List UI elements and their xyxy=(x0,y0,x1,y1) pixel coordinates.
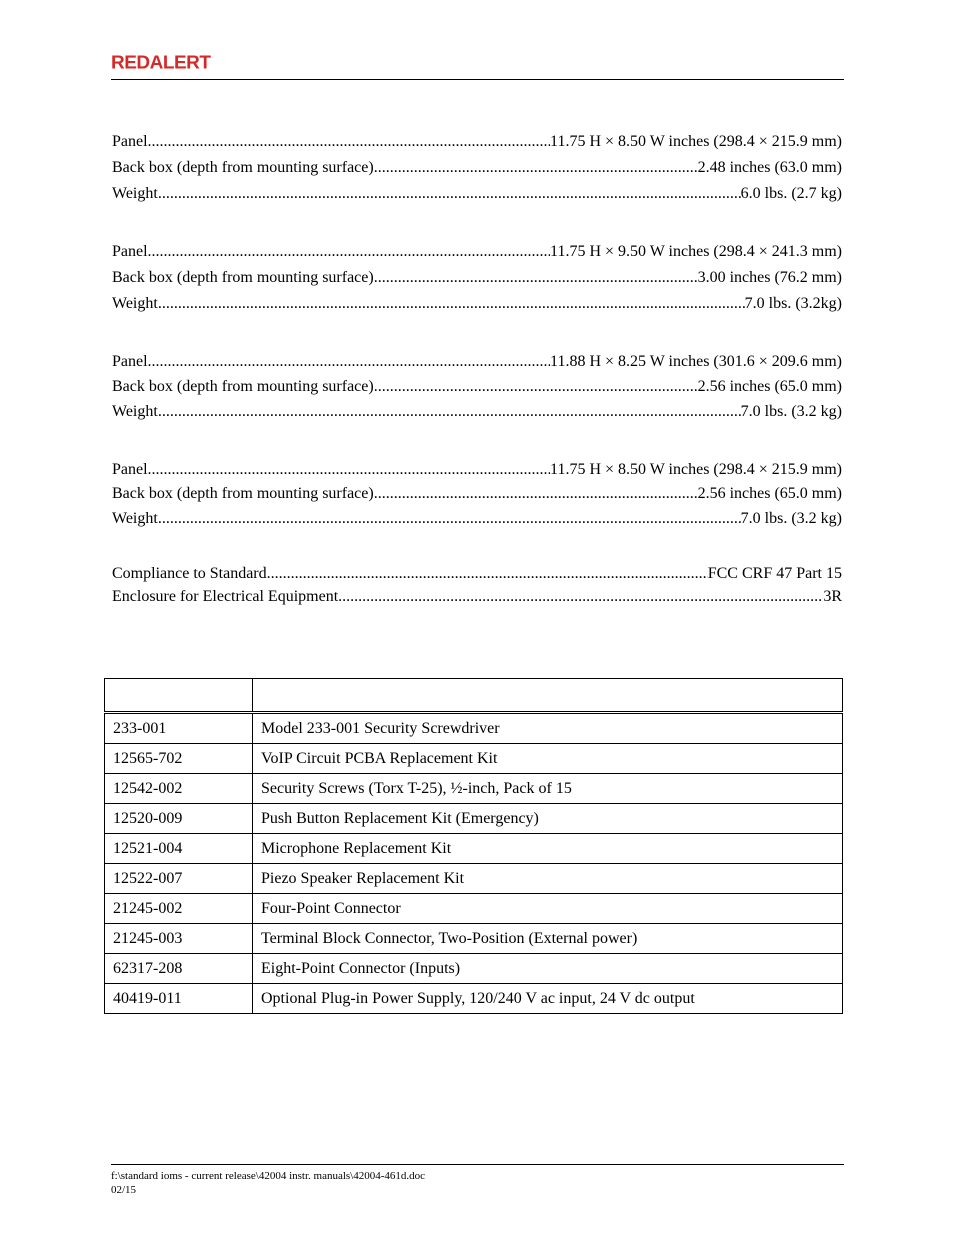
table-row xyxy=(105,774,843,804)
spec-value: 3.00 inches (76.2 mm) xyxy=(697,269,842,286)
redalert-logo: REDALERT xyxy=(111,53,211,74)
part-description-cell: Eight-Point Connector (Inputs) xyxy=(253,954,843,984)
spec-label: Panel xyxy=(112,133,148,150)
dot-leader xyxy=(374,268,698,288)
dot-leader xyxy=(148,132,551,152)
spec-value: 11.75 H × 8.50 W inches (298.4 × 215.9 mm) xyxy=(550,133,842,150)
part-description-cell: Security Screws (Torx T-25), ½-inch, Pack of 15 xyxy=(253,774,843,804)
part-description-cell: Terminal Block Connector, Two-Position (External power) xyxy=(253,924,843,954)
table-header-description xyxy=(253,679,843,713)
table-row xyxy=(105,804,843,834)
part-number-cell: 12521-004 xyxy=(105,834,253,864)
spec-line xyxy=(112,294,842,314)
spec-line xyxy=(112,460,842,480)
spec-value: 2.48 inches (63.0 mm) xyxy=(697,159,842,176)
dot-leader xyxy=(267,564,708,584)
spec-label: Enclosure for Electrical Equipment xyxy=(112,588,339,605)
part-number-cell: 233-001 xyxy=(105,713,253,744)
spec-label: Weight xyxy=(112,403,158,420)
spec-value: 2.56 inches (65.0 mm) xyxy=(697,485,842,502)
table-header-part-number xyxy=(105,679,253,713)
spec-label: Back box (depth from mounting surface) xyxy=(112,485,374,502)
table-row xyxy=(105,924,843,954)
footer-file-path: f:\standard ioms - current release\42004 instr. manuals\42004-461d.doc xyxy=(111,1170,426,1182)
dot-leader xyxy=(148,352,551,372)
part-description-cell: Piezo Speaker Replacement Kit xyxy=(253,864,843,894)
dot-leader xyxy=(158,294,745,314)
spec-value: 6.0 lbs. (2.7 kg) xyxy=(740,185,842,202)
spec-line xyxy=(112,564,842,584)
part-description-cell: Model 233-001 Security Screwdriver xyxy=(253,713,843,744)
spec-line xyxy=(112,402,842,422)
footer-rule xyxy=(111,1164,844,1165)
table-header-row xyxy=(105,679,843,713)
spec-line xyxy=(112,377,842,397)
table-row xyxy=(105,713,843,744)
spec-label: Compliance to Standard xyxy=(112,565,267,582)
spec-label: Panel xyxy=(112,461,148,478)
part-description-cell: Optional Plug-in Power Supply, 120/240 V ac input, 24 V dc output xyxy=(253,984,843,1014)
spec-line xyxy=(112,184,842,204)
footer-date: 02/15 xyxy=(111,1184,137,1196)
header-rule xyxy=(111,79,844,80)
spec-value: 11.75 H × 9.50 W inches (298.4 × 241.3 mm) xyxy=(550,243,842,260)
table-row xyxy=(105,834,843,864)
part-number-cell: 12542-002 xyxy=(105,774,253,804)
table-row xyxy=(105,864,843,894)
part-number-cell: 62317-208 xyxy=(105,954,253,984)
dot-leader xyxy=(158,402,741,422)
part-number-cell: 21245-002 xyxy=(105,894,253,924)
part-number-cell: 21245-003 xyxy=(105,924,253,954)
part-description-cell: Push Button Replacement Kit (Emergency) xyxy=(253,804,843,834)
table-row xyxy=(105,954,843,984)
spec-label: Panel xyxy=(112,243,148,260)
spec-line xyxy=(112,132,842,152)
spec-label: Back box (depth from mounting surface) xyxy=(112,159,374,176)
dot-leader xyxy=(148,242,551,262)
dot-leader xyxy=(158,509,741,529)
part-number-cell: 12522-007 xyxy=(105,864,253,894)
part-description-cell: Microphone Replacement Kit xyxy=(253,834,843,864)
spec-value: 7.0 lbs. (3.2 kg) xyxy=(740,510,842,527)
replacement-parts-table xyxy=(104,678,843,1014)
spec-line xyxy=(112,509,842,529)
part-number-cell: 40419-011 xyxy=(105,984,253,1014)
spec-value: 7.0 lbs. (3.2 kg) xyxy=(740,403,842,420)
spec-value: 3R xyxy=(823,588,842,605)
spec-value: FCC CRF 47 Part 15 xyxy=(707,565,842,582)
spec-label: Weight xyxy=(112,185,158,202)
spec-value: 7.0 lbs. (3.2kg) xyxy=(744,295,842,312)
spec-label: Panel xyxy=(112,353,148,370)
part-number-cell: 12520-009 xyxy=(105,804,253,834)
part-description-cell: VoIP Circuit PCBA Replacement Kit xyxy=(253,744,843,774)
table-row xyxy=(105,984,843,1014)
dot-leader xyxy=(374,484,698,504)
spec-label: Weight xyxy=(112,510,158,527)
dot-leader xyxy=(374,158,698,178)
dot-leader xyxy=(338,587,823,607)
table-row xyxy=(105,894,843,924)
spec-value: 11.75 H × 8.50 W inches (298.4 × 215.9 mm) xyxy=(550,461,842,478)
spec-value: 2.56 inches (65.0 mm) xyxy=(697,378,842,395)
spec-line xyxy=(112,484,842,504)
spec-label: Back box (depth from mounting surface) xyxy=(112,378,374,395)
spec-label: Weight xyxy=(112,295,158,312)
dot-leader xyxy=(148,460,551,480)
spec-value: 11.88 H × 8.25 W inches (301.6 × 209.6 mm) xyxy=(550,353,842,370)
spec-line xyxy=(112,268,842,288)
spec-label: Back box (depth from mounting surface) xyxy=(112,269,374,286)
spec-line xyxy=(112,242,842,262)
part-number-cell: 12565-702 xyxy=(105,744,253,774)
spec-line xyxy=(112,352,842,372)
spec-line xyxy=(112,158,842,178)
part-description-cell: Four-Point Connector xyxy=(253,894,843,924)
dot-leader xyxy=(374,377,698,397)
table-row xyxy=(105,744,843,774)
spec-line xyxy=(112,587,842,607)
dot-leader xyxy=(158,184,741,204)
